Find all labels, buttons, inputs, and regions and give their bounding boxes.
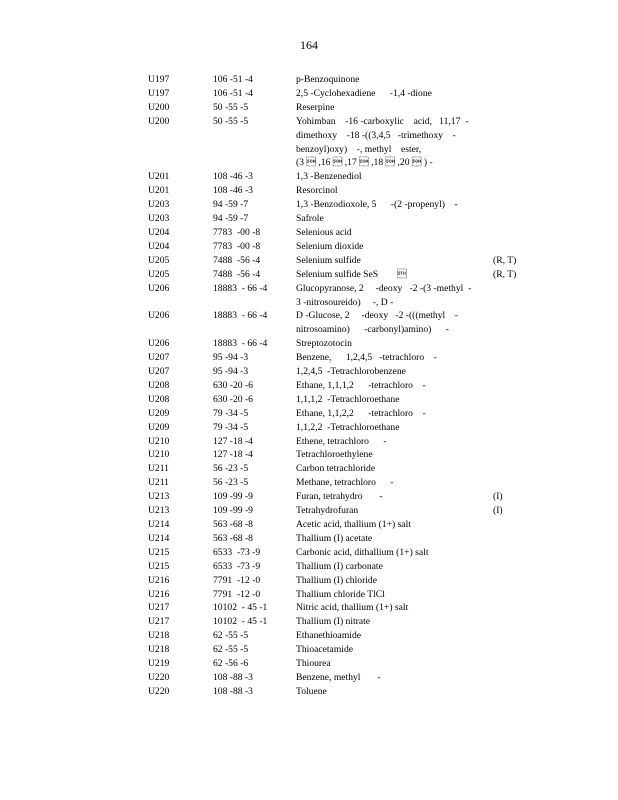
hazard-code (493, 101, 523, 115)
waste-code: U204 (148, 240, 170, 252)
substance-name-line: Ethane, 1,1,2,2 -tetrachloro - (296, 407, 426, 419)
cas-number: 95 -94 -3 (213, 352, 249, 364)
hazard-code (493, 365, 523, 379)
cas-number: 18883 - 66 -4 (213, 338, 268, 350)
substance-name-line: Ethane, 1,1,1,2 -tetrachloro - (296, 379, 426, 391)
hazard-code (493, 337, 523, 351)
waste-code: U201 (148, 171, 170, 183)
table-row (148, 629, 528, 643)
substance-name-line: Thiourea (296, 658, 331, 670)
hazardous-waste-table (148, 73, 528, 699)
waste-code: U210 (148, 435, 170, 447)
substance-name (296, 101, 493, 115)
cas-number: 6533 -73 -9 (213, 560, 261, 572)
hazard-code (493, 407, 523, 421)
hazard-code (493, 198, 523, 212)
cas-number: 10102 - 45 -1 (213, 602, 268, 614)
table-row (148, 73, 528, 87)
cas-number: 62 -55 -5 (213, 644, 249, 656)
cas-number: 106 -51 -4 (213, 74, 253, 85)
hazard-code (493, 671, 523, 685)
substance-name-line: Thallium (I) acetate (296, 532, 373, 544)
hazard-code (493, 170, 523, 184)
substance-name-line: 1,2,4,5 -Tetrachlorobenzene (296, 366, 406, 378)
substance-name-line: Furan, tetrahydro - (296, 491, 383, 503)
waste-code: U216 (148, 588, 170, 600)
hazard-code: (R, T) (493, 268, 517, 280)
cas-number: 108 -46 -3 (213, 171, 253, 183)
substance-name-line: Reserpine (296, 101, 335, 113)
substance-name-line: D -Glucose, 2 -deoxy -2 -(((methyl - (296, 310, 458, 322)
substance-name (296, 476, 493, 490)
substance-name-line: Tetrahydrofuran (296, 505, 359, 517)
table-row (148, 574, 528, 588)
hazard-code (493, 435, 523, 449)
cas-number: 108 -88 -3 (213, 671, 253, 683)
table-row (148, 685, 528, 699)
cas-number: 62 -56 -6 (213, 658, 249, 670)
waste-code: U210 (148, 449, 170, 461)
table-row (148, 254, 528, 268)
substance-name-line: Acetic acid, thallium (1+) salt (296, 519, 411, 530)
substance-name-line: Benzene, 1,2,4,5 -tetrachloro - (296, 352, 437, 364)
table-row (148, 560, 528, 574)
hazard-code (493, 309, 523, 337)
substance-name-line: (3  ,16  ,17  ,18  ,20  ) - (296, 157, 433, 169)
hazard-code (493, 393, 523, 407)
table-row (148, 365, 528, 379)
substance-name-line: benzoyl)oxy) -, methyl ester, (296, 143, 422, 155)
substance-name-line: 2,5 -Cyclohexadiene -1,4 -dione (296, 87, 432, 99)
substance-name (296, 268, 493, 282)
hazard-code (493, 657, 523, 671)
waste-code: U219 (148, 658, 170, 670)
substance-name-line: Glucopyranose, 2 -deoxy -2 -(3 -methyl - (296, 282, 472, 294)
cas-number: 95 -94 -3 (213, 366, 249, 378)
substance-name (296, 629, 493, 643)
table-row (148, 435, 528, 449)
cas-number: 10102 - 45 -1 (213, 616, 268, 628)
substance-name-line: 1,3 -Benzenediol (296, 171, 362, 183)
substance-name-line: Thallium (I) nitrate (296, 616, 371, 628)
substance-name-line: Carbon tetrachloride (296, 463, 376, 475)
waste-code: U207 (148, 352, 170, 364)
waste-code: U207 (148, 366, 170, 378)
table-row (148, 393, 528, 407)
table-row (148, 504, 528, 518)
table-row (148, 615, 528, 629)
substance-name-line: Ethanethioamide (296, 630, 362, 642)
table-row (148, 407, 528, 421)
substance-name (296, 490, 493, 504)
substance-name-line: Thallium (I) carbonate (296, 560, 383, 572)
table-row (148, 657, 528, 671)
cas-number: 108 -46 -3 (213, 185, 253, 197)
substance-name (296, 435, 493, 449)
cas-number: 109 -99 -9 (213, 491, 253, 503)
hazard-code (493, 588, 523, 602)
substance-name (296, 518, 493, 532)
substance-name (296, 73, 493, 87)
substance-name (296, 198, 493, 212)
substance-name (296, 240, 493, 254)
table-row (148, 212, 528, 226)
table-row (148, 490, 528, 504)
hazard-code (493, 351, 523, 365)
substance-name-line: Selenium dioxide (296, 240, 364, 252)
page-number: 164 (300, 38, 318, 52)
table-row (148, 184, 528, 198)
waste-code: U200 (148, 101, 170, 113)
substance-name-line: 1,1,1,2 -Tetrachloroethane (296, 393, 400, 405)
waste-code: U208 (148, 379, 170, 391)
waste-code: U217 (148, 602, 170, 614)
substance-name-line: p-Benzoquinone (296, 74, 360, 85)
cas-number: 630 -20 -6 (213, 379, 253, 391)
waste-code: U214 (148, 532, 170, 544)
waste-code: U204 (148, 226, 170, 238)
table-row (148, 476, 528, 490)
substance-name-line: 3 -nitrosoureido) -, D - (296, 296, 394, 308)
hazard-code (493, 532, 523, 546)
substance-name-line: Carbonic acid, dithallium (1+) salt (296, 546, 429, 558)
substance-name (296, 448, 493, 462)
table-row (148, 226, 528, 240)
waste-code: U220 (148, 685, 170, 697)
substance-name (296, 184, 493, 198)
cas-number: 79 -34 -5 (213, 421, 249, 433)
waste-code: U213 (148, 505, 170, 517)
hazard-code (493, 601, 523, 615)
substance-name-line: Selenious acid (296, 226, 352, 238)
substance-name (296, 393, 493, 407)
hazard-code (493, 87, 523, 101)
substance-name (296, 574, 493, 588)
table-row (148, 546, 528, 560)
waste-code: U218 (148, 644, 170, 656)
waste-code: U208 (148, 393, 170, 405)
cas-number: 630 -20 -6 (213, 393, 253, 405)
table-row (148, 101, 528, 115)
waste-code: U197 (148, 87, 170, 99)
hazard-code (493, 226, 523, 240)
hazard-code (493, 462, 523, 476)
table-row (148, 588, 528, 602)
substance-name (296, 601, 493, 615)
substance-name (296, 671, 493, 685)
cas-number: 79 -34 -5 (213, 407, 249, 419)
waste-code: U211 (148, 463, 169, 475)
table-row (148, 532, 528, 546)
substance-name-line: Toluene (296, 685, 327, 697)
substance-name (296, 379, 493, 393)
substance-name (296, 254, 493, 268)
substance-name-line: Benzene, methyl - (296, 671, 381, 683)
table-row (148, 309, 528, 337)
substance-name-line: Safrole (296, 213, 324, 225)
cas-number: 7783 -00 -8 (213, 226, 261, 238)
substance-name-line: Thallium chloride TlCl (296, 588, 385, 600)
waste-code: U206 (148, 310, 170, 322)
hazard-code (493, 421, 523, 435)
substance-name (296, 546, 493, 560)
table-row (148, 518, 528, 532)
waste-code: U206 (148, 338, 170, 350)
cas-number: 94 -59 -7 (213, 213, 249, 225)
hazard-code (493, 115, 523, 171)
substance-name-line: Methane, tetrachloro - (296, 477, 394, 489)
waste-code: U203 (148, 199, 170, 211)
cas-number: 56 -23 -5 (213, 463, 249, 475)
hazard-code: (I) (493, 505, 503, 517)
substance-name-line: Tetrachloroethylene (296, 449, 373, 461)
substance-name (296, 351, 493, 365)
hazard-code: (R, T) (493, 254, 517, 266)
table-row (148, 282, 528, 310)
table-row (148, 170, 528, 184)
hazard-code (493, 518, 523, 532)
substance-name (296, 282, 493, 310)
waste-code: U205 (148, 268, 170, 280)
cas-number: 127 -18 -4 (213, 435, 253, 447)
substance-name-line: Ethene, tetrachloro - (296, 435, 387, 447)
cas-number: 50 -55 -5 (213, 115, 249, 127)
cas-number: 56 -23 -5 (213, 477, 249, 489)
waste-code: U217 (148, 616, 170, 628)
waste-code: U201 (148, 185, 170, 197)
substance-name (296, 212, 493, 226)
substance-name (296, 462, 493, 476)
cas-number: 563 -68 -8 (213, 532, 253, 544)
waste-code: U213 (148, 491, 170, 503)
cas-number: 106 -51 -4 (213, 87, 253, 99)
substance-name (296, 615, 493, 629)
substance-name (296, 532, 493, 546)
cas-number: 7791 -12 -0 (213, 588, 261, 600)
waste-code: U214 (148, 519, 170, 530)
waste-code: U220 (148, 671, 170, 683)
cas-number: 62 -55 -5 (213, 630, 249, 642)
cas-number: 7791 -12 -0 (213, 574, 261, 586)
substance-name (296, 87, 493, 101)
waste-code: U216 (148, 574, 170, 586)
hazard-code (493, 212, 523, 226)
waste-code: U215 (148, 546, 170, 558)
table-row (148, 448, 528, 462)
waste-code: U206 (148, 282, 170, 294)
table-row (148, 462, 528, 476)
table-row (148, 601, 528, 615)
hazard-code (493, 615, 523, 629)
substance-name (296, 588, 493, 602)
substance-name-line: Selenium sulfide SeS  (296, 268, 407, 280)
table-row (148, 351, 528, 365)
waste-code: U218 (148, 630, 170, 642)
cas-number: 18883 - 66 -4 (213, 282, 268, 294)
substance-name (296, 337, 493, 351)
substance-name-line: Thallium (I) chloride (296, 574, 377, 586)
substance-name (296, 657, 493, 671)
substance-name-line: 1,1,2,2 -Tetrachloroethane (296, 421, 400, 433)
hazard-code (493, 184, 523, 198)
substance-name (296, 407, 493, 421)
substance-name-line: dimethoxy -18 -((3,4,5 -trimethoxy - (296, 129, 456, 141)
table-row (148, 643, 528, 657)
substance-name (296, 421, 493, 435)
substance-name (296, 504, 493, 518)
table-row (148, 198, 528, 212)
cas-number: 7783 -00 -8 (213, 240, 261, 252)
hazard-code (493, 560, 523, 574)
substance-name-line: Selenium sulfide (296, 254, 361, 266)
waste-code: U205 (148, 254, 170, 266)
substance-name (296, 226, 493, 240)
waste-code: U197 (148, 74, 170, 85)
hazard-code (493, 685, 523, 699)
waste-code: U203 (148, 213, 170, 225)
substance-name (296, 115, 493, 171)
substance-name (296, 560, 493, 574)
cas-number: 94 -59 -7 (213, 199, 249, 211)
table-row (148, 379, 528, 393)
hazard-code (493, 448, 523, 462)
table-row (148, 87, 528, 101)
hazard-code (493, 476, 523, 490)
substance-name (296, 643, 493, 657)
waste-code: U209 (148, 407, 170, 419)
cas-number: 18883 - 66 -4 (213, 310, 268, 322)
hazard-code (493, 282, 523, 310)
table-row (148, 268, 528, 282)
hazard-code (493, 546, 523, 560)
cas-number: 127 -18 -4 (213, 449, 253, 461)
table-row (148, 337, 528, 351)
waste-code: U215 (148, 560, 170, 572)
waste-code: U211 (148, 477, 169, 489)
substance-name (296, 685, 493, 699)
cas-number: 7488 -56 -4 (213, 254, 261, 266)
substance-name-line: nitrosoamino) -carbonyl)amino) - (296, 324, 449, 336)
substance-name-line: Resorcinol (296, 185, 338, 197)
cas-number: 50 -55 -5 (213, 101, 249, 113)
substance-name (296, 365, 493, 379)
hazard-code (493, 73, 523, 87)
hazard-code: (I) (493, 491, 503, 503)
substance-name (296, 309, 493, 337)
table-row (148, 240, 528, 254)
hazard-code (493, 379, 523, 393)
table-row (148, 421, 528, 435)
substance-name-line: Nitric acid, thallium (1+) salt (296, 602, 409, 614)
cas-number: 7488 -56 -4 (213, 268, 261, 280)
substance-name-line: Thioacetamide (296, 644, 354, 656)
hazard-code (493, 574, 523, 588)
substance-name (296, 170, 493, 184)
hazard-code (493, 240, 523, 254)
substance-name-line: Streptozotocin (296, 338, 352, 350)
substance-name-line: Yohimban -16 -carboxylic acid, 11,17 - (296, 115, 469, 127)
hazard-code (493, 629, 523, 643)
hazard-code (493, 643, 523, 657)
waste-code: U200 (148, 115, 170, 127)
cas-number: 6533 -73 -9 (213, 546, 261, 558)
waste-code: U209 (148, 421, 170, 433)
substance-name-line: 1,3 -Benzodioxole, 5 -(2 -propenyl) - (296, 199, 458, 211)
cas-number: 109 -99 -9 (213, 505, 253, 517)
cas-number: 108 -88 -3 (213, 685, 253, 697)
table-row (148, 115, 528, 171)
cas-number: 563 -68 -8 (213, 519, 253, 530)
table-row (148, 671, 528, 685)
